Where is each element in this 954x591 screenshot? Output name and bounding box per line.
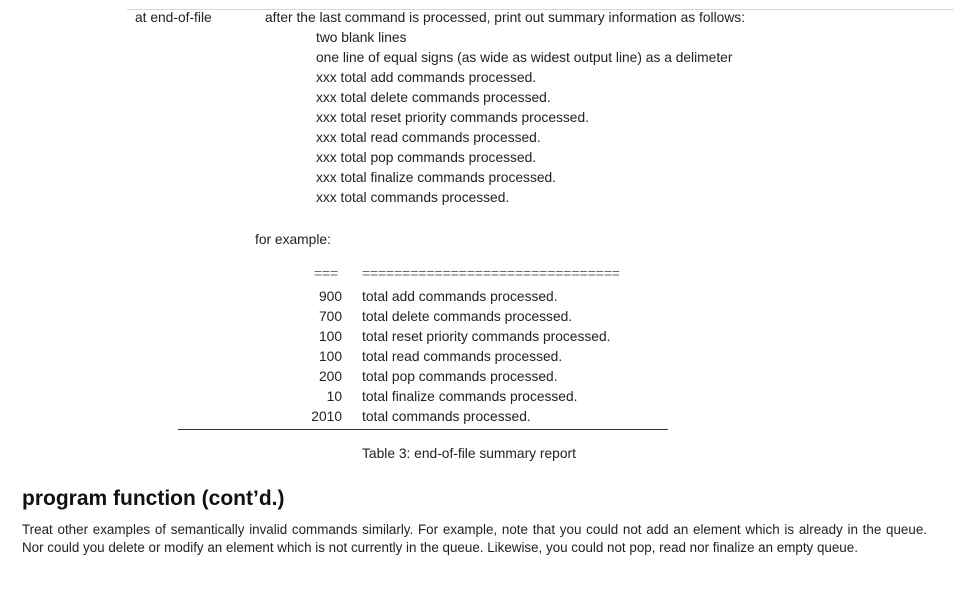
count-label: total finalize commands processed. bbox=[362, 389, 578, 404]
count-value: 700 bbox=[318, 309, 342, 324]
count-value: 10 bbox=[326, 389, 342, 404]
list-item: xxx total commands processed. bbox=[316, 190, 510, 205]
row-description: after the last command is processed, print out summary information as follows: bbox=[265, 10, 746, 25]
count-value: 200 bbox=[318, 369, 342, 384]
table-bottom-rule bbox=[178, 429, 668, 430]
count-label: total pop commands processed. bbox=[362, 369, 558, 384]
section-heading: program function (cont’d.) bbox=[22, 487, 285, 510]
body-paragraph: Treat other examples of semantically invalid commands similarly. For example, note that you could not add an element which is already in the queue. Nor could you delete or modify an element which is not currently in the queue. Likewise, you could not pop, read nor finalize an empty queue. bbox=[22, 522, 927, 555]
list-item: xxx total reset priority commands processed. bbox=[316, 110, 589, 125]
list-item: xxx total add commands processed. bbox=[316, 70, 537, 85]
count-label: total reset priority commands processed. bbox=[362, 329, 611, 344]
row-label: at end-of-file bbox=[135, 10, 212, 25]
list-item: xxx total read commands processed. bbox=[316, 130, 541, 145]
list-item: xxx total delete commands processed. bbox=[316, 90, 551, 105]
list-item: xxx total finalize commands processed. bbox=[316, 170, 557, 185]
delimiter-long: ================================ bbox=[362, 266, 620, 281]
list-item: one line of equal signs (as wide as widest output line) as a delimeter bbox=[316, 50, 733, 65]
count-value: 100 bbox=[318, 349, 342, 364]
count-label: total commands processed. bbox=[362, 409, 531, 424]
summary-instructions-list bbox=[316, 28, 732, 208]
delimiter-short: === bbox=[314, 266, 339, 281]
count-value: 900 bbox=[318, 289, 342, 304]
count-label: total delete commands processed. bbox=[362, 309, 573, 324]
count-value: 100 bbox=[318, 329, 342, 344]
count-value: 2010 bbox=[311, 409, 342, 424]
count-label: total read commands processed. bbox=[362, 349, 563, 364]
count-label: total add commands processed. bbox=[362, 289, 558, 304]
for-example-label: for example: bbox=[255, 232, 331, 247]
list-item: two blank lines bbox=[316, 30, 407, 45]
list-item: xxx total pop commands processed. bbox=[316, 150, 537, 165]
table-caption: Table 3: end-of-file summary report bbox=[362, 446, 576, 461]
